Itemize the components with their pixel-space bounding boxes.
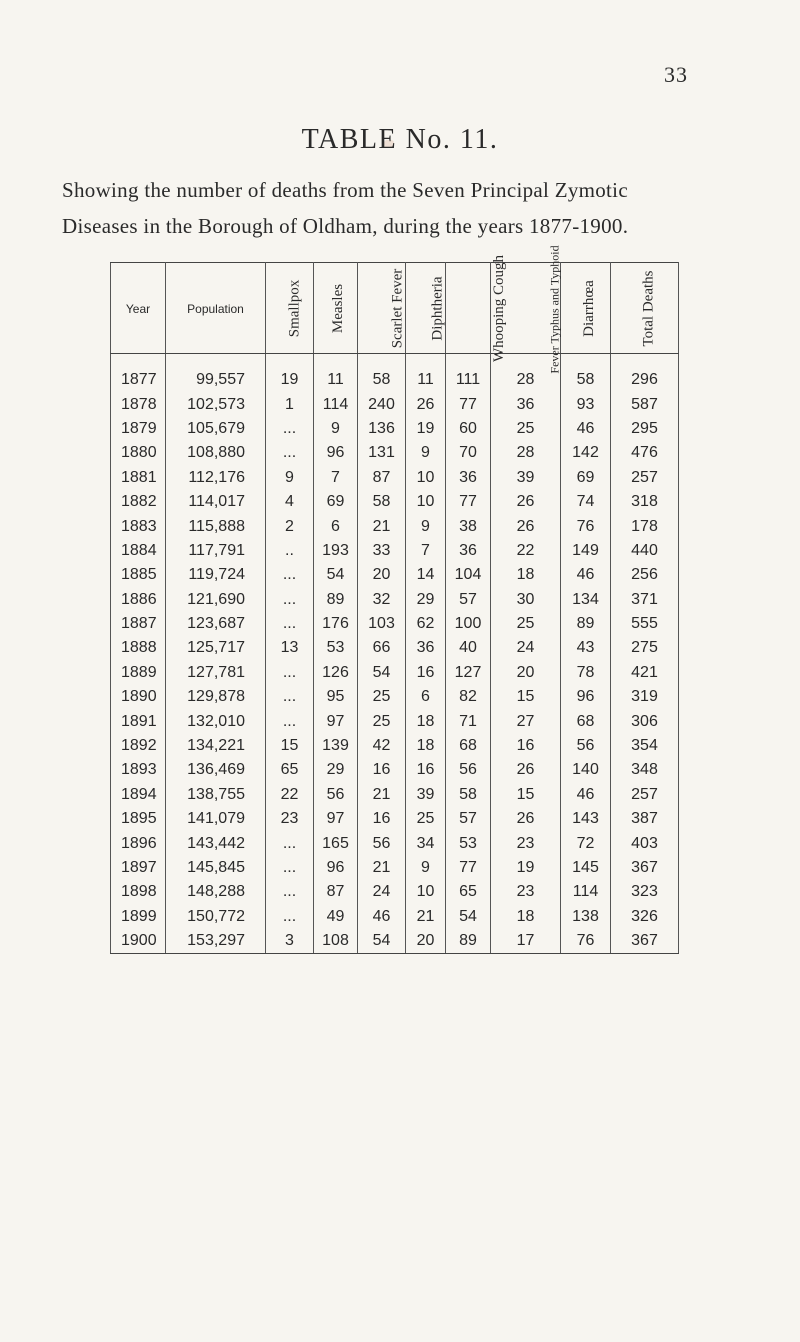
cell-measles: 53	[314, 636, 358, 660]
cell-whooping-cough: 58	[446, 783, 491, 807]
cell-total-deaths: 371	[611, 588, 679, 612]
table-row	[111, 709, 679, 733]
cell-scarlet-fever: 58	[358, 490, 406, 514]
cell-smallpox: ...	[266, 831, 314, 855]
cell-scarlet-fever: 25	[358, 685, 406, 709]
table-title: TABLE No. 11.	[301, 124, 499, 155]
table-row	[111, 563, 679, 587]
table-row	[111, 905, 679, 929]
cell-diphtheria: 9	[406, 856, 446, 880]
table-body	[111, 354, 679, 954]
cell-fever: 28	[491, 441, 561, 465]
cell-measles: 54	[314, 563, 358, 587]
cell-measles: 87	[314, 880, 358, 904]
table-row	[111, 685, 679, 709]
cell-diarrhoea: 46	[561, 563, 611, 587]
cell-smallpox: ...	[266, 685, 314, 709]
cell-diphtheria: 39	[406, 783, 446, 807]
cell-scarlet-fever: 16	[358, 758, 406, 782]
cell-diphtheria: 10	[406, 490, 446, 514]
cell-measles: 126	[314, 661, 358, 685]
cell-smallpox: ...	[266, 661, 314, 685]
cell-diphtheria: 36	[406, 636, 446, 660]
cell-scarlet-fever: 87	[358, 466, 406, 490]
cell-measles: 11	[314, 368, 358, 392]
cell-whooping-cough: 77	[446, 856, 491, 880]
cell-diarrhoea: 138	[561, 905, 611, 929]
table-row	[111, 612, 679, 636]
cell-whooping-cough: 82	[446, 685, 491, 709]
cell-total-deaths: 319	[611, 685, 679, 709]
cell-year: 1888	[111, 636, 166, 660]
cell-diarrhoea: 56	[561, 734, 611, 758]
cell-population: 105,679	[166, 417, 266, 441]
cell-smallpox: 3	[266, 929, 314, 954]
cell-population: 114,017	[166, 490, 266, 514]
cell-year: 1891	[111, 709, 166, 733]
cell-smallpox: ...	[266, 612, 314, 636]
table-row	[111, 441, 679, 465]
cell-fever: 16	[491, 734, 561, 758]
cell-year: 1890	[111, 685, 166, 709]
cell-smallpox: 22	[266, 783, 314, 807]
cell-diphtheria: 14	[406, 563, 446, 587]
cell-population: 102,573	[166, 392, 266, 416]
table-row	[111, 368, 679, 392]
cell-whooping-cough: 65	[446, 880, 491, 904]
header-fever-typhus-typhoid: Fever Typhus and Typhoid	[491, 263, 561, 354]
table-row	[111, 466, 679, 490]
cell-total-deaths: 421	[611, 661, 679, 685]
table-row	[111, 758, 679, 782]
cell-total-deaths: 403	[611, 831, 679, 855]
cell-year: 1897	[111, 856, 166, 880]
cell-population: 127,781	[166, 661, 266, 685]
cell-total-deaths: 306	[611, 709, 679, 733]
cell-fever: 20	[491, 661, 561, 685]
table-row	[111, 417, 679, 441]
cell-scarlet-fever: 32	[358, 588, 406, 612]
cell-scarlet-fever: 46	[358, 905, 406, 929]
cell-total-deaths: 323	[611, 880, 679, 904]
cell-whooping-cough: 40	[446, 636, 491, 660]
cell-population: 150,772	[166, 905, 266, 929]
cell-smallpox: ...	[266, 417, 314, 441]
cell-scarlet-fever: 240	[358, 392, 406, 416]
cell-diarrhoea: 76	[561, 929, 611, 954]
cell-smallpox: ...	[266, 588, 314, 612]
table-row	[111, 636, 679, 660]
page-number: 33	[664, 62, 688, 87]
cell-diphtheria: 21	[406, 905, 446, 929]
cell-smallpox: 4	[266, 490, 314, 514]
cell-whooping-cough: 111	[446, 368, 491, 392]
cell-diarrhoea: 58	[561, 368, 611, 392]
cell-year: 1879	[111, 417, 166, 441]
cell-whooping-cough: 36	[446, 539, 491, 563]
cell-population: 136,469	[166, 758, 266, 782]
spacer-row	[111, 354, 679, 369]
cell-whooping-cough: 60	[446, 417, 491, 441]
cell-scarlet-fever: 42	[358, 734, 406, 758]
cell-population: 143,442	[166, 831, 266, 855]
cell-smallpox: ..	[266, 539, 314, 563]
cell-total-deaths: 275	[611, 636, 679, 660]
cell-diarrhoea: 68	[561, 709, 611, 733]
cell-scarlet-fever: 16	[358, 807, 406, 831]
cell-diarrhoea: 89	[561, 612, 611, 636]
cell-measles: 193	[314, 539, 358, 563]
cell-population: 148,288	[166, 880, 266, 904]
cell-population: 138,755	[166, 783, 266, 807]
cell-fever: 30	[491, 588, 561, 612]
cell-diarrhoea: 96	[561, 685, 611, 709]
cell-whooping-cough: 57	[446, 588, 491, 612]
cell-smallpox: ...	[266, 709, 314, 733]
cell-fever: 28	[491, 368, 561, 392]
cell-scarlet-fever: 66	[358, 636, 406, 660]
cell-diarrhoea: 114	[561, 880, 611, 904]
cell-diphtheria: 10	[406, 880, 446, 904]
cell-measles: 9	[314, 417, 358, 441]
cell-measles: 176	[314, 612, 358, 636]
cell-fever: 26	[491, 490, 561, 514]
table-row	[111, 392, 679, 416]
cell-fever: 15	[491, 685, 561, 709]
cell-year: 1881	[111, 466, 166, 490]
table-row	[111, 661, 679, 685]
cell-total-deaths: 348	[611, 758, 679, 782]
cell-diarrhoea: 74	[561, 490, 611, 514]
table-row	[111, 490, 679, 514]
cell-fever: 19	[491, 856, 561, 880]
header-year: Year	[111, 263, 166, 354]
cell-diarrhoea: 145	[561, 856, 611, 880]
header-measles: Measles	[314, 263, 358, 354]
cell-year: 1894	[111, 783, 166, 807]
header-row	[111, 263, 679, 354]
cell-diphtheria: 34	[406, 831, 446, 855]
cell-total-deaths: 440	[611, 539, 679, 563]
cell-year: 1878	[111, 392, 166, 416]
cell-total-deaths: 295	[611, 417, 679, 441]
cell-fever: 25	[491, 612, 561, 636]
cell-diphtheria: 62	[406, 612, 446, 636]
cell-measles: 6	[314, 514, 358, 538]
cell-year: 1884	[111, 539, 166, 563]
cell-population: 129,878	[166, 685, 266, 709]
cell-scarlet-fever: 136	[358, 417, 406, 441]
cell-diphtheria: 16	[406, 758, 446, 782]
cell-diphtheria: 7	[406, 539, 446, 563]
header-total-deaths: Total Deaths	[611, 263, 679, 354]
cell-scarlet-fever: 21	[358, 783, 406, 807]
cell-diphtheria: 9	[406, 441, 446, 465]
cell-smallpox: ...	[266, 905, 314, 929]
cell-scarlet-fever: 56	[358, 831, 406, 855]
cell-diarrhoea: 46	[561, 417, 611, 441]
cell-smallpox: 23	[266, 807, 314, 831]
cell-diarrhoea: 43	[561, 636, 611, 660]
cell-measles: 89	[314, 588, 358, 612]
cell-total-deaths: 256	[611, 563, 679, 587]
cell-year: 1883	[111, 514, 166, 538]
header-scarlet-fever: Scarlet Fever	[358, 263, 406, 354]
cell-population: 119,724	[166, 563, 266, 587]
cell-whooping-cough: 56	[446, 758, 491, 782]
cell-total-deaths: 367	[611, 856, 679, 880]
cell-measles: 165	[314, 831, 358, 855]
cell-smallpox: 65	[266, 758, 314, 782]
header-whooping-cough: Whooping Cough	[446, 263, 491, 354]
table-row	[111, 831, 679, 855]
cell-whooping-cough: 100	[446, 612, 491, 636]
table-row	[111, 783, 679, 807]
cell-diphtheria: 6	[406, 685, 446, 709]
cell-year: 1893	[111, 758, 166, 782]
cell-year: 1896	[111, 831, 166, 855]
cell-population: 108,880	[166, 441, 266, 465]
cell-total-deaths: 367	[611, 929, 679, 954]
cell-total-deaths: 587	[611, 392, 679, 416]
cell-population: 99,557	[166, 368, 266, 392]
cell-year: 1887	[111, 612, 166, 636]
cell-fever: 24	[491, 636, 561, 660]
cell-year: 1900	[111, 929, 166, 954]
cell-diphtheria: 25	[406, 807, 446, 831]
cell-diphtheria: 29	[406, 588, 446, 612]
cell-measles: 114	[314, 392, 358, 416]
cell-measles: 56	[314, 783, 358, 807]
cell-fever: 26	[491, 807, 561, 831]
cell-year: 1885	[111, 563, 166, 587]
cell-whooping-cough: 71	[446, 709, 491, 733]
cell-smallpox: 9	[266, 466, 314, 490]
cell-whooping-cough: 77	[446, 490, 491, 514]
cell-measles: 97	[314, 709, 358, 733]
table-row	[111, 880, 679, 904]
table-row	[111, 856, 679, 880]
cell-smallpox: 15	[266, 734, 314, 758]
cell-fever: 22	[491, 539, 561, 563]
cell-measles: 108	[314, 929, 358, 954]
cell-whooping-cough: 127	[446, 661, 491, 685]
cell-population: 134,221	[166, 734, 266, 758]
cell-diphtheria: 20	[406, 929, 446, 954]
cell-whooping-cough: 36	[446, 466, 491, 490]
deaths-table	[110, 244, 679, 954]
cell-fever: 39	[491, 466, 561, 490]
cell-year: 1886	[111, 588, 166, 612]
cell-whooping-cough: 77	[446, 392, 491, 416]
cell-total-deaths: 387	[611, 807, 679, 831]
cell-smallpox: ...	[266, 563, 314, 587]
cell-year: 1892	[111, 734, 166, 758]
cell-scarlet-fever: 58	[358, 368, 406, 392]
cell-diarrhoea: 76	[561, 514, 611, 538]
cell-scarlet-fever: 33	[358, 539, 406, 563]
cell-year: 1882	[111, 490, 166, 514]
cell-diarrhoea: 140	[561, 758, 611, 782]
cell-diarrhoea: 46	[561, 783, 611, 807]
cell-diarrhoea: 72	[561, 831, 611, 855]
cell-total-deaths: 476	[611, 441, 679, 465]
cell-diphtheria: 18	[406, 734, 446, 758]
cell-total-deaths: 555	[611, 612, 679, 636]
cell-fever: 26	[491, 758, 561, 782]
cell-fever: 23	[491, 831, 561, 855]
cell-smallpox: ...	[266, 856, 314, 880]
cell-year: 1880	[111, 441, 166, 465]
header-smallpox: Smallpox	[266, 263, 314, 354]
cell-total-deaths: 354	[611, 734, 679, 758]
cell-population: 125,717	[166, 636, 266, 660]
cell-diarrhoea: 142	[561, 441, 611, 465]
table-row	[111, 807, 679, 831]
cell-fever: 17	[491, 929, 561, 954]
cell-measles: 29	[314, 758, 358, 782]
cell-diarrhoea: 93	[561, 392, 611, 416]
header-diarrhoea: Diarrhœa	[561, 263, 611, 354]
cell-total-deaths: 178	[611, 514, 679, 538]
cell-whooping-cough: 57	[446, 807, 491, 831]
cell-scarlet-fever: 25	[358, 709, 406, 733]
header-diphtheria: Diphtheria	[406, 263, 446, 354]
cell-measles: 49	[314, 905, 358, 929]
cell-scarlet-fever: 24	[358, 880, 406, 904]
table-row	[111, 539, 679, 563]
cell-year: 1899	[111, 905, 166, 929]
cell-measles: 96	[314, 441, 358, 465]
cell-measles: 139	[314, 734, 358, 758]
cell-diphtheria: 10	[406, 466, 446, 490]
cell-scarlet-fever: 54	[358, 929, 406, 954]
cell-year: 1898	[111, 880, 166, 904]
cell-whooping-cough: 70	[446, 441, 491, 465]
cell-whooping-cough: 38	[446, 514, 491, 538]
cell-diphtheria: 11	[406, 368, 446, 392]
cell-diphtheria: 16	[406, 661, 446, 685]
cell-population: 141,079	[166, 807, 266, 831]
cell-smallpox: ...	[266, 441, 314, 465]
caption-line-1: Showing the number of deaths from the Seven Principal Zymotic	[62, 178, 628, 202]
cell-diarrhoea: 149	[561, 539, 611, 563]
cell-measles: 69	[314, 490, 358, 514]
cell-population: 132,010	[166, 709, 266, 733]
cell-scarlet-fever: 131	[358, 441, 406, 465]
cell-fever: 27	[491, 709, 561, 733]
cell-total-deaths: 257	[611, 783, 679, 807]
cell-year: 1895	[111, 807, 166, 831]
cell-fever: 25	[491, 417, 561, 441]
cell-fever: 15	[491, 783, 561, 807]
cell-diarrhoea: 143	[561, 807, 611, 831]
cell-diarrhoea: 78	[561, 661, 611, 685]
cell-scarlet-fever: 21	[358, 856, 406, 880]
cell-total-deaths: 296	[611, 368, 679, 392]
cell-measles: 95	[314, 685, 358, 709]
cell-year: 1877	[111, 368, 166, 392]
cell-diphtheria: 26	[406, 392, 446, 416]
cell-diphtheria: 9	[406, 514, 446, 538]
cell-whooping-cough: 54	[446, 905, 491, 929]
cell-population: 112,176	[166, 466, 266, 490]
cell-diarrhoea: 134	[561, 588, 611, 612]
cell-measles: 96	[314, 856, 358, 880]
table-row	[111, 514, 679, 538]
cell-fever: 23	[491, 880, 561, 904]
cell-total-deaths: 318	[611, 490, 679, 514]
cell-fever: 26	[491, 514, 561, 538]
cell-scarlet-fever: 103	[358, 612, 406, 636]
table-row	[111, 588, 679, 612]
cell-smallpox: 13	[266, 636, 314, 660]
caption-line-2: Diseases in the Borough of Oldham, during the years 1877-1900.	[62, 214, 629, 238]
cell-measles: 97	[314, 807, 358, 831]
cell-whooping-cough: 89	[446, 929, 491, 954]
cell-smallpox: 1	[266, 392, 314, 416]
header-population: Population	[166, 263, 266, 354]
cell-scarlet-fever: 21	[358, 514, 406, 538]
cell-total-deaths: 326	[611, 905, 679, 929]
cell-diarrhoea: 69	[561, 466, 611, 490]
cell-smallpox: ...	[266, 880, 314, 904]
cell-measles: 7	[314, 466, 358, 490]
cell-population: 121,690	[166, 588, 266, 612]
cell-year: 1889	[111, 661, 166, 685]
cell-population: 153,297	[166, 929, 266, 954]
cell-diphtheria: 19	[406, 417, 446, 441]
cell-whooping-cough: 53	[446, 831, 491, 855]
cell-population: 115,888	[166, 514, 266, 538]
cell-smallpox: 2	[266, 514, 314, 538]
cell-population: 117,791	[166, 539, 266, 563]
cell-fever: 18	[491, 905, 561, 929]
cell-whooping-cough: 68	[446, 734, 491, 758]
cell-fever: 36	[491, 392, 561, 416]
cell-population: 145,845	[166, 856, 266, 880]
cell-diphtheria: 18	[406, 709, 446, 733]
cell-fever: 18	[491, 563, 561, 587]
table-row	[111, 929, 679, 954]
table-row	[111, 734, 679, 758]
deaths-table-container	[110, 244, 678, 950]
cell-smallpox: 19	[266, 368, 314, 392]
cell-whooping-cough: 104	[446, 563, 491, 587]
cell-scarlet-fever: 20	[358, 563, 406, 587]
cell-population: 123,687	[166, 612, 266, 636]
cell-total-deaths: 257	[611, 466, 679, 490]
cell-scarlet-fever: 54	[358, 661, 406, 685]
